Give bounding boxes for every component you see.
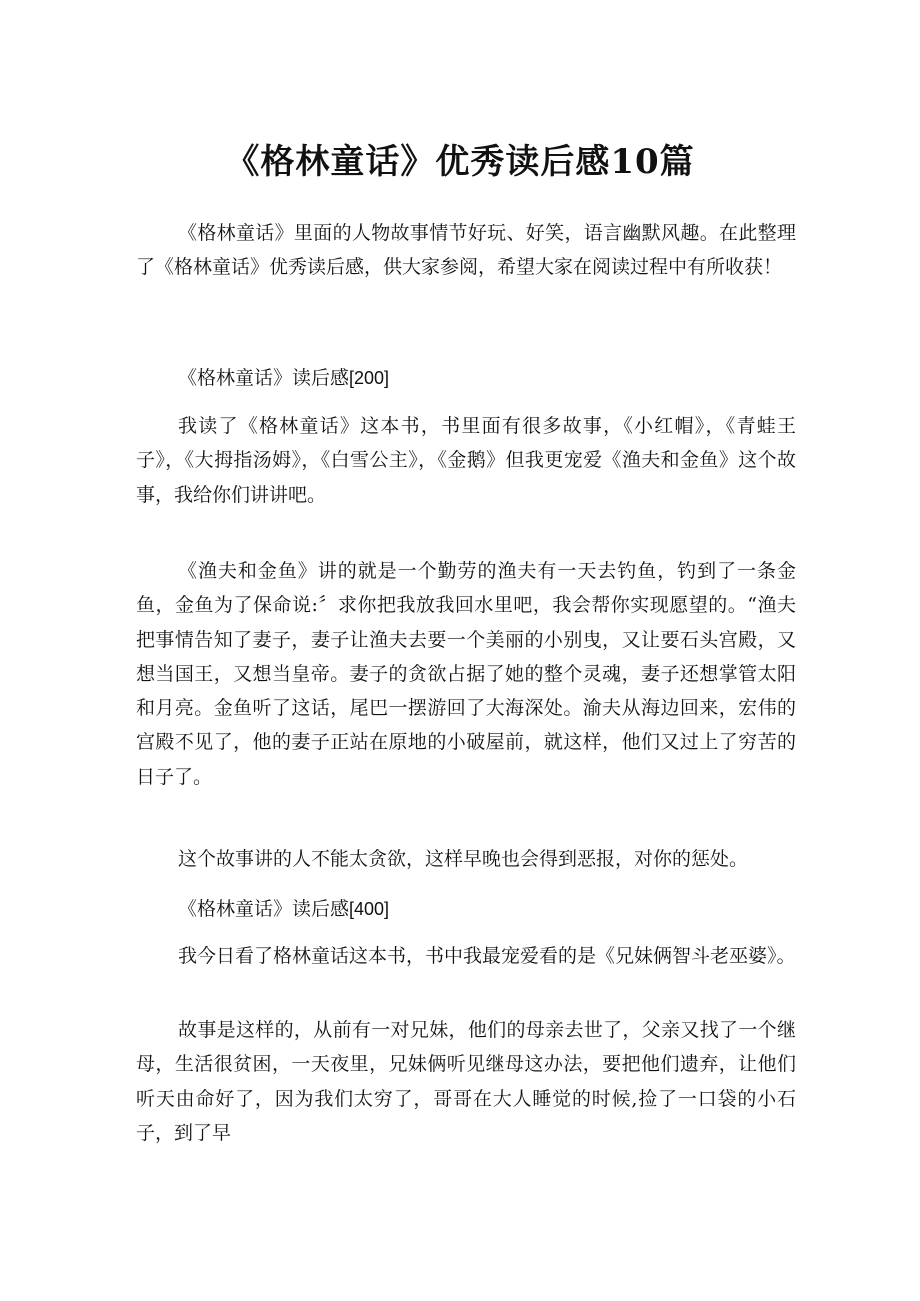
section-heading-number: [400] xyxy=(349,899,390,919)
document-title: 《格林童话》优秀读后感10篇 xyxy=(225,142,695,182)
section2-paragraph-2: 故事是这样的，从前有一对兄妹，他们的母亲去世了，父亲又找了一个继母，生活很贫困，一天夜里，兄妹俩听见继母这办法，要把他们遗弃，让他们听天由命好了，因为我们太穷了，哥哥在大人睡觉的时候,捡了一口袋的小石子，到了早 xyxy=(136,1019,796,1144)
section1-paragraph-3: 这个故事讲的人不能太贪欲，这样早晚也会得到恶报，对你的惩处。 xyxy=(178,848,749,870)
intro-paragraph: 《格林童话》里面的人物故事情节好玩、好笑，语言幽默风趣。在此整理了《格林童话》优秀读后感，供大家参阅，希望大家在阅读过程中有所收获！ xyxy=(136,222,796,279)
section1-paragraph-2: 《渔夫和金鱼》讲的就是一个勤劳的渔夫有一天去钓鱼，钓到了一条金鱼，金鱼为了保命说:〞求你把我放我回水里吧，我会帮你实现愿望的。“渔夫把事情告知了妻子，妻子让渔夫去要一个美丽的小别曳，又让要石头宫殿，又想当国王，又想当皇帝。妻子的贪欲占据了她的整个灵魂，妻子还想掌管太阳和月亮。金鱼听了这话，尾巴一摆游回了大海深处。渝夫从海边回来，宏伟的宫殿不见了，他的妻子正站在原地的小破屋前，就这样，他们又过上了穷苦的日子了。 xyxy=(136,560,796,788)
section2-paragraph-1: 我今日看了格林童话这本书，书中我最宠爱看的是《兄妹俩智斗老巫婆》。 xyxy=(178,945,796,967)
section-heading-text: 《格林童话》读后感 xyxy=(178,898,350,920)
section1-paragraph-1: 我读了《格林童话》这本书，书里面有很多故事，《小红帽》，《青蛙王子》，《大拇指汤姆》，《白雪公主》，《金鹅》但我更宠爱《渔夫和金鱼》这个故事，我给你们讲讲吧。 xyxy=(136,415,796,506)
section-heading-200 xyxy=(178,363,389,393)
section-heading-400 xyxy=(178,894,389,924)
section-heading-text: 《格林童话》读后感 xyxy=(178,367,350,389)
section-heading-number: [200] xyxy=(349,368,390,388)
